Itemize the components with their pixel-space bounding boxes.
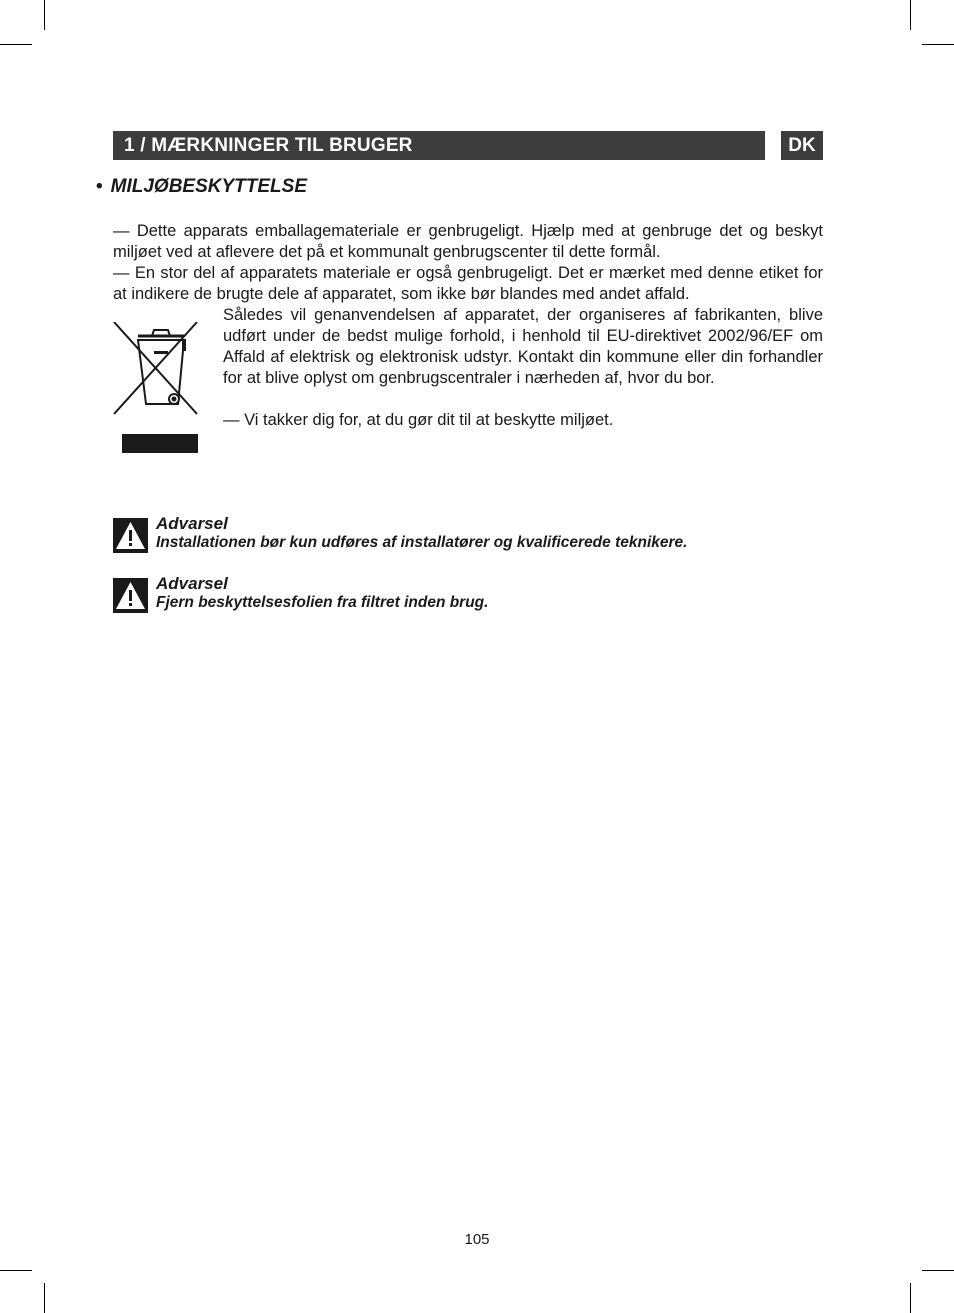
page-number: 105 (464, 1231, 490, 1248)
language-badge (781, 131, 823, 160)
paragraph-thanks: — Vi takker dig for, at du gør dit til at beskytte miljøet. (223, 411, 614, 429)
section-header-bar (113, 131, 765, 160)
crop-mark (922, 1270, 954, 1271)
bullet: • (96, 176, 103, 197)
crop-mark (922, 44, 954, 45)
paragraph-packaging: — Dette apparats emballagemateriale er genbrugeligt. Hjælp med at genbruge det og beskyt miljøet ved at aflevere det på et kommunalt genbrugscenter til dette formål. (113, 222, 823, 261)
crop-mark (44, 0, 45, 30)
warning-title: Advarsel (156, 514, 228, 533)
crop-mark (910, 1283, 911, 1313)
warning-text: Fjern beskyttelsesfolien fra filtret inden brug. (156, 594, 489, 611)
section-heading-text: MILJØBESKYTTELSE (110, 176, 308, 197)
section-header-title: 1 / MÆRKNINGER TIL BRUGER (124, 135, 413, 156)
paragraph-materials: — En stor del af apparatets materiale er også genbrugeligt. Det er mærket med denne etiket for at indikere de brugte dele af apparatet, som ikke bør blandes med andet affald. (113, 264, 823, 303)
warning-triangle-icon (113, 518, 148, 553)
crossed-out-wheelie-bin-icon (112, 322, 202, 456)
section-heading (96, 176, 307, 198)
warning-triangle-icon (113, 578, 148, 613)
warning-protective-film (113, 574, 833, 618)
crop-mark (0, 44, 32, 45)
crop-mark (44, 1283, 45, 1313)
crop-mark (0, 1270, 32, 1271)
warning-installation (113, 514, 833, 558)
warning-text: Installationen bør kun udføres af installatører og kvalificerede teknikere. (156, 534, 688, 551)
warning-title: Advarsel (156, 574, 228, 593)
language-code: DK (788, 135, 816, 156)
paragraph-recycling: Således vil genanvendelsen af apparatet, der organiseres af fabrikanten, blive udført under de bedst mulige forhold, i henhold til EU-direktivet 2002/96/EF om Affald af elektrisk og elektronisk udstyr. Kontakt din kommune eller din forhandler for at blive oplyst om genbrugscentraler i nærheden af, hvor du bor. (223, 306, 823, 387)
crop-mark (910, 0, 911, 30)
